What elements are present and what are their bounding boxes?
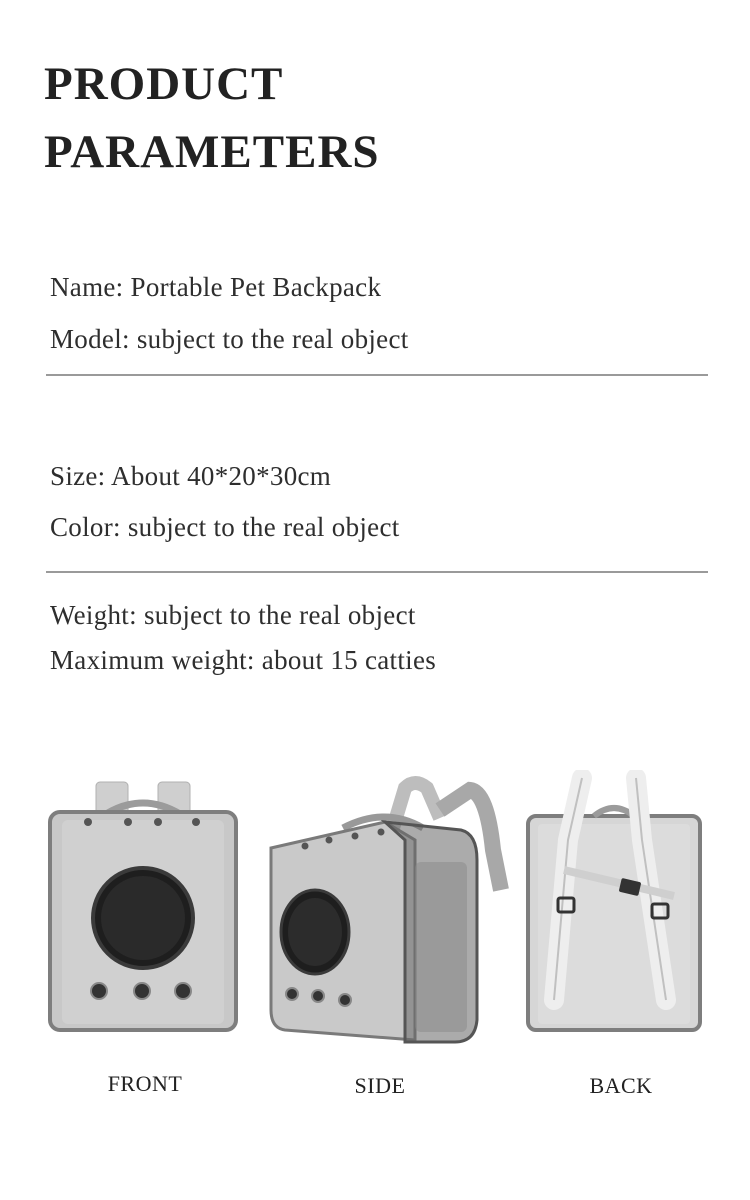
spec-name: Name: Portable Pet Backpack (50, 272, 382, 302)
title-line-2: PARAMETERS (44, 126, 380, 178)
spec-weight: Weight: subject to the real object (50, 600, 416, 630)
backpack-side-image (265, 770, 510, 1046)
divider (46, 374, 708, 376)
view-label-front: FRONT (107, 1071, 183, 1096)
spec-max-weight: Maximum weight: about 15 catties (50, 645, 437, 675)
page-title (44, 50, 380, 186)
title-line-1: PRODUCT (44, 58, 284, 110)
spec-size: Size: About 40*20*30cm (50, 461, 332, 491)
view-label-back: BACK (589, 1073, 653, 1098)
backpack-back-image (524, 770, 704, 1036)
spec-model: Model: subject to the real object (50, 324, 409, 354)
spec-color: Color: subject to the real object (50, 512, 400, 542)
divider (46, 571, 708, 573)
backpack-front-image (46, 770, 240, 1036)
view-label-side: SIDE (354, 1073, 406, 1098)
